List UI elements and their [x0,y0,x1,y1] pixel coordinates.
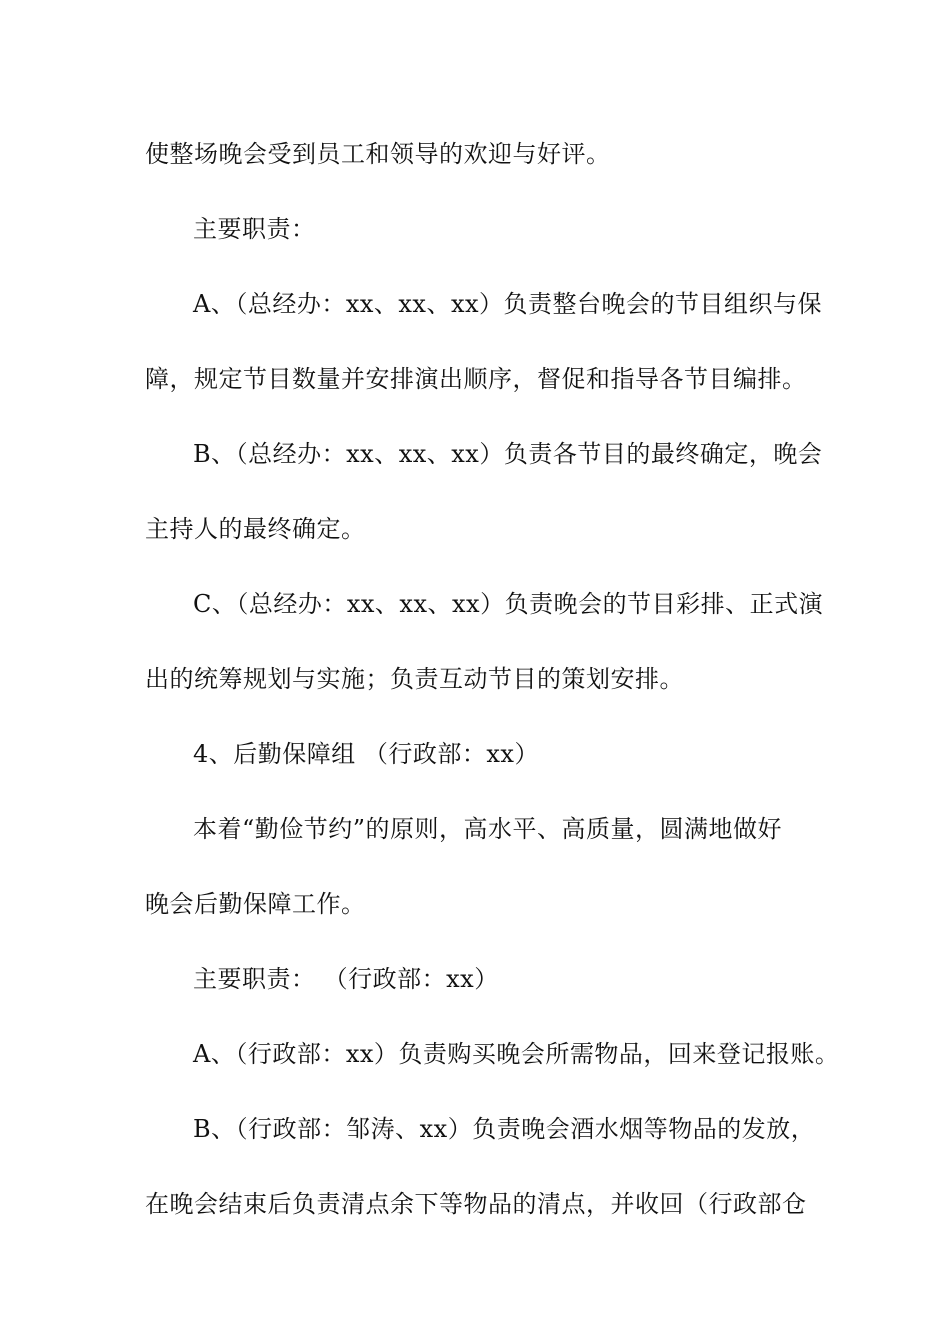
duty-item-a: A、（总经办：xx、xx、xx）负责整台晚会的节目组织与保 [193,290,823,318]
logistics-item-a: A、（行政部：xx）负责购买晚会所需物品，回来登记报账。 [193,1040,840,1068]
section-heading-logistics-duties: 主要职责： （行政部：xx） [193,965,499,993]
duty-item-c-continued: 出的统筹规划与实施；负责互动节目的策划安排。 [145,665,684,693]
section-heading-duties: 主要职责： [193,215,316,243]
duty-item-a-continued: 障，规定节目数量并安排演出顺序，督促和指导各节目编排。 [145,365,807,393]
logistics-item-b: B、（行政部：邹涛、xx）负责晚会酒水烟等物品的发放， [193,1115,816,1143]
logistics-intro: 本着“勤俭节约”的原则，高水平、高质量，圆满地做好 [193,815,783,843]
duty-item-b-continued: 主持人的最终确定。 [145,515,366,543]
logistics-intro-continued: 晚会后勤保障工作。 [145,890,366,918]
duty-item-b: B、（总经办：xx、xx、xx）负责各节目的最终确定，晚会 [193,440,823,468]
duty-item-c: C、（总经办：xx、xx、xx）负责晚会的节目彩排、正式演 [193,590,824,618]
text-line-continuation: 使整场晚会受到员工和领导的欢迎与好评。 [145,140,611,168]
section-heading-logistics: 4、后勤保障组 （行政部：xx） [193,740,539,768]
logistics-item-b-continued: 在晚会结束后负责清点余下等物品的清点，并收回（行政部仓 [145,1190,807,1218]
